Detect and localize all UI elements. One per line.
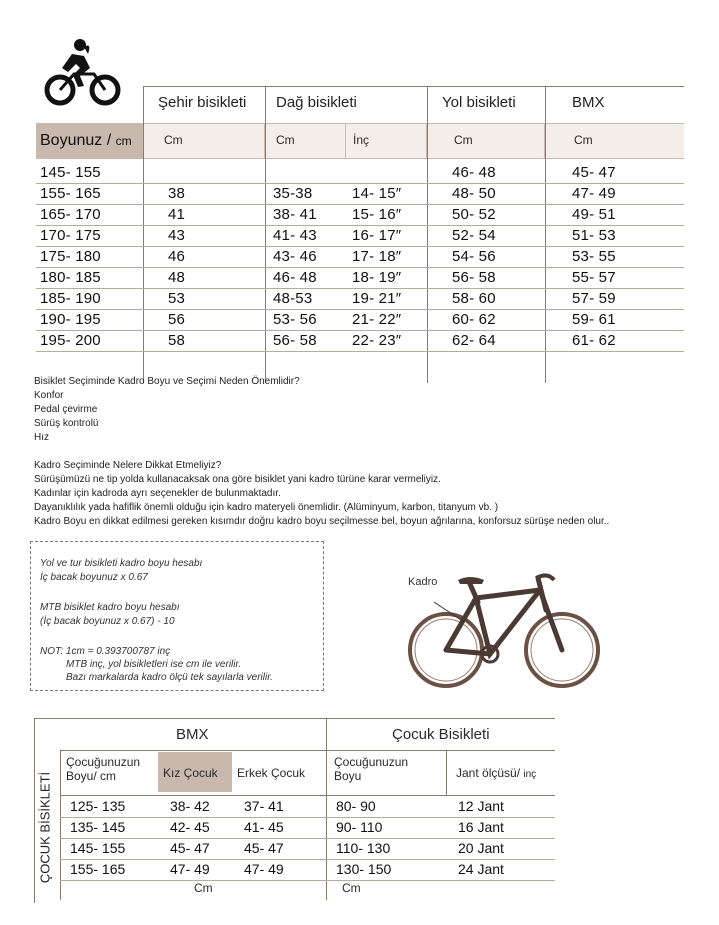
- table-cell-sehir: 38: [168, 185, 186, 202]
- kids-cell-erkek: 45- 47: [244, 840, 284, 856]
- table-cell-dag-cm: 48-53: [273, 290, 313, 307]
- table-cell-sehir: 43: [168, 227, 186, 244]
- header-sehir: Şehir bisikleti: [158, 94, 247, 111]
- kids-cocuk-title: Çocuk Bisikleti: [392, 726, 490, 743]
- sub-dag-inc: İnç: [353, 133, 370, 147]
- yol-sub-bg: [428, 124, 544, 158]
- section2-line: Kadro Boyu en dikkat edilmesi gereken kısımdır doğru kadro boyu seçilmesse bel, boyun ağrılarına, konforsuz sürüşe neden olur..: [34, 516, 610, 527]
- table-cell-dag-cm: 53- 56: [273, 311, 317, 328]
- table-cell-bmx: 47- 49: [572, 185, 616, 202]
- table-cell-sehir: 53: [168, 290, 186, 307]
- table-cell-yol: 58- 60: [452, 290, 496, 307]
- section1-item: Sürüş kontrolü: [34, 418, 99, 429]
- table-cell-yol: 54- 56: [452, 248, 496, 265]
- table-cell-yol: 50- 52: [452, 206, 496, 223]
- table-cell-bmx: 57- 59: [572, 290, 616, 307]
- kids-cell-jant: 16 Jant: [458, 819, 504, 835]
- kids-cell-h1: 155- 165: [70, 861, 126, 877]
- table-cell-dag-inc: 21- 22″: [352, 311, 402, 328]
- kids-cell-kiz: 38- 42: [170, 798, 210, 814]
- table-cell-dag-cm: 43- 46: [273, 248, 317, 265]
- col-erkek: Erkek Çocuk: [237, 766, 306, 780]
- note-conversion: NOT: 1cm = 0.393700787 inç: [40, 646, 171, 657]
- note-brands: Bazı markalarda kadro ölçü tek sayılarla verilir.: [66, 672, 273, 683]
- table-cell-bmx: 53- 55: [572, 248, 616, 265]
- mtb-formula: (İç bacak boyunuz x 0.67) - 10: [40, 616, 175, 627]
- kids-cell-h2: 110- 130: [336, 840, 391, 856]
- note-mtb: MTB inç, yol bisikletleri ise cm ile verilir.: [66, 659, 242, 670]
- table-cell-dag-cm: 41- 43: [273, 227, 317, 244]
- col-jant: Jant ölçüsü/ inç: [456, 766, 537, 780]
- section1-title: Bisiklet Seçiminde Kadro Boyu ve Seçimi Neden Önemlidir?: [34, 376, 300, 387]
- kids-cell-kiz: 47- 49: [170, 861, 210, 877]
- table-cell-dag-inc: 16- 17″: [352, 227, 402, 244]
- table-cell-dag-inc: 19- 21″: [352, 290, 402, 307]
- kids-cell-h1: 145- 155: [70, 840, 126, 856]
- table-cell-height: 145- 155: [40, 164, 101, 181]
- header-bmx: BMX: [572, 94, 605, 111]
- table-cell-dag-cm: 46- 48: [273, 269, 317, 286]
- table-cell-yol: 48- 50: [452, 185, 496, 202]
- cyclist-icon: [44, 38, 122, 110]
- kids-footer-cm1: Cm: [194, 881, 213, 895]
- kids-cell-kiz: 45- 47: [170, 840, 210, 856]
- table-cell-dag-cm: 35-38: [273, 185, 313, 202]
- section2-line: Dayanıklılık yada hafiflik önemli olduğu için kadro materyeli önemlidir. (Alüminyum, karbon, titanyum vb. ): [34, 502, 499, 513]
- boyunuz-label: Boyunuz / cm: [40, 132, 132, 149]
- section1-item: Hız: [34, 432, 49, 443]
- table-cell-height: 190- 195: [40, 311, 101, 328]
- table-cell-dag-cm: 38- 41: [273, 206, 317, 223]
- table-cell-bmx: 61- 62: [572, 332, 616, 349]
- road-title: Yol ve tur bisikleti kadro boyu hesabı: [40, 558, 203, 569]
- kids-cell-jant: 20 Jant: [458, 840, 504, 856]
- kadro-label: Kadro: [408, 576, 438, 588]
- sub-bmx-cm: Cm: [574, 133, 593, 147]
- bmx-sub-bg: [546, 124, 684, 158]
- bicycle-icon: [398, 562, 610, 690]
- table-cell-sehir: 46: [168, 248, 186, 265]
- sehir-sub-bg: [144, 124, 264, 158]
- section2-line: Kadınlar için kadroda ayrı seçenekler de bulunmaktadır.: [34, 488, 281, 499]
- kids-cell-jant: 12 Jant: [458, 798, 504, 814]
- table-cell-height: 165- 170: [40, 206, 101, 223]
- section2-title: Kadro Seçiminde Nelere Dikkat Etmeliyiz?: [34, 460, 222, 471]
- table-cell-yol: 52- 54: [452, 227, 496, 244]
- table-cell-bmx: 45- 47: [572, 164, 616, 181]
- header-dag: Dağ bisikleti: [276, 94, 357, 111]
- sub-yol-cm: Cm: [454, 133, 473, 147]
- kids-cell-erkek: 41- 45: [244, 819, 284, 835]
- table-cell-height: 155- 165: [40, 185, 101, 202]
- table-cell-height: 180- 185: [40, 269, 101, 286]
- table-cell-height: 170- 175: [40, 227, 101, 244]
- kids-cell-h1: 125- 135: [70, 798, 126, 814]
- kids-cell-kiz: 42- 45: [170, 819, 210, 835]
- kids-cell-h2: 90- 110: [336, 819, 383, 835]
- table-cell-bmx: 55- 57: [572, 269, 616, 286]
- table-cell-dag-inc: 14- 15″: [352, 185, 402, 202]
- table-cell-height: 195- 200: [40, 332, 101, 349]
- table-cell-bmx: 59- 61: [572, 311, 616, 328]
- col-height2: Çocuğunuzun Boyu: [334, 755, 409, 783]
- mtb-title: MTB bisiklet kadro boyu hesabı: [40, 602, 180, 613]
- table-cell-yol: 56- 58: [452, 269, 496, 286]
- table-cell-height: 175- 180: [40, 248, 101, 265]
- kids-cell-jant: 24 Jant: [458, 861, 504, 877]
- col-kiz: Kız Çocuk: [163, 766, 218, 780]
- table-cell-bmx: 51- 53: [572, 227, 616, 244]
- table-cell-sehir: 56: [168, 311, 186, 328]
- table-cell-dag-inc: 17- 18″: [352, 248, 402, 265]
- header-yol: Yol bisikleti: [442, 94, 516, 111]
- table-cell-bmx: 49- 51: [572, 206, 616, 223]
- sub-sehir-cm: Cm: [164, 133, 183, 147]
- table-cell-dag-inc: 22- 23″: [352, 332, 402, 349]
- section2-line: Sürüşümüzü ne tip yolda kullanacaksak ona göre bisiklet yani kadro türüne karar vermeliyiz.: [34, 474, 441, 485]
- table-cell-sehir: 48: [168, 269, 186, 286]
- table-cell-sehir: 41: [168, 206, 186, 223]
- kids-bmx-title: BMX: [176, 726, 209, 743]
- table-cell-dag-cm: 56- 58: [273, 332, 317, 349]
- sub-dag-cm: Cm: [276, 133, 295, 147]
- kids-footer-cm2: Cm: [342, 881, 361, 895]
- table-cell-dag-inc: 18- 19″: [352, 269, 402, 286]
- table-cell-sehir: 58: [168, 332, 186, 349]
- section1-item: Pedal çevirme: [34, 404, 98, 415]
- kids-cell-erkek: 37- 41: [244, 798, 284, 814]
- table-cell-height: 185- 190: [40, 290, 101, 307]
- kids-cell-erkek: 47- 49: [244, 861, 284, 877]
- col-height1: Çocuğunuzun Boyu/ cm: [66, 755, 141, 783]
- section1-item: Konfor: [34, 390, 64, 401]
- side-label: ÇOCUK BİSİKLETİ: [37, 771, 53, 884]
- table-cell-yol: 60- 62: [452, 311, 496, 328]
- kids-cell-h2: 130- 150: [336, 861, 392, 877]
- table-cell-yol: 62- 64: [452, 332, 496, 349]
- kids-cell-h1: 135- 145: [70, 819, 126, 835]
- table-cell-yol: 46- 48: [452, 164, 496, 181]
- road-formula: İç bacak boyunuz x 0.67: [40, 572, 148, 583]
- table-cell-dag-inc: 15- 16″: [352, 206, 402, 223]
- kids-cell-h2: 80- 90: [336, 798, 376, 814]
